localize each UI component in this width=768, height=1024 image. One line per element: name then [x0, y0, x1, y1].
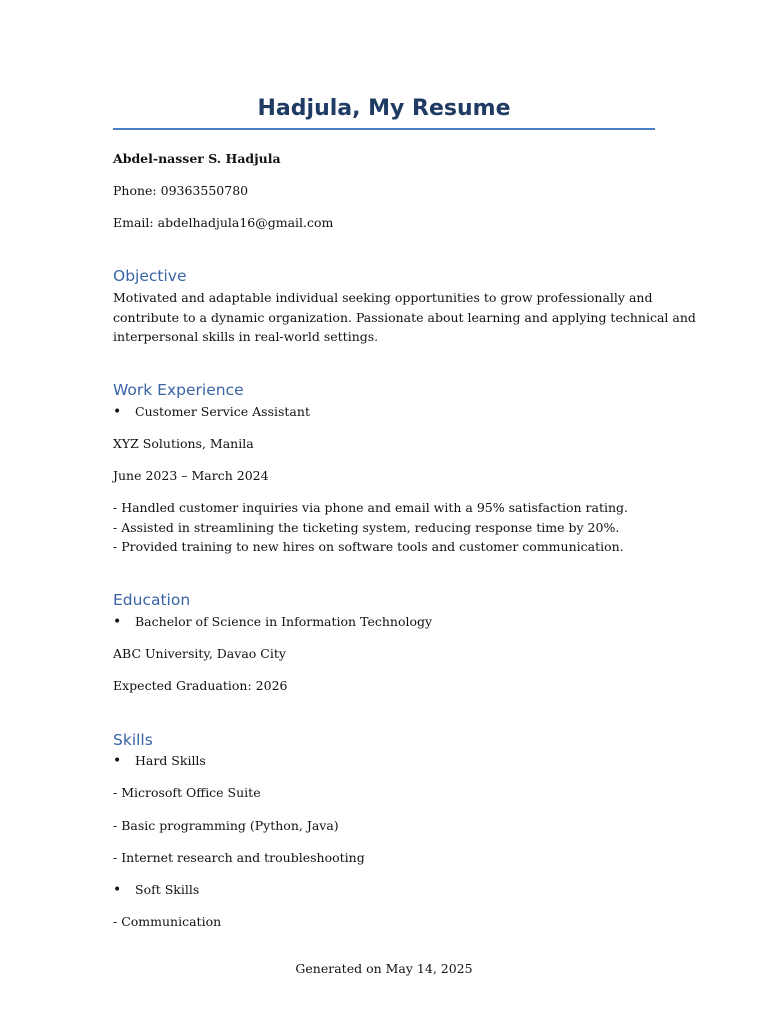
resume-title: Hadjula, My Resume — [257, 96, 511, 121]
education-degree-bullet — [113, 612, 432, 633]
work-position: Customer Service Assistant — [135, 404, 310, 419]
work-duty-1: - Handled customer inquiries via phone and email with a 95% satisfaction rating. — [113, 500, 629, 515]
work-position-bullet — [113, 402, 310, 423]
applicant-name: Abdel-nasser S. Hadjula — [113, 151, 281, 166]
education-graduation: Expected Graduation: 2026 — [113, 678, 288, 693]
objective-line-1: Motivated and adaptable individual seeking opportunities to grow professionally and — [113, 290, 653, 305]
work-dates: June 2023 – March 2024 — [113, 468, 269, 483]
education-degree: Bachelor of Science in Information Technology — [135, 614, 433, 629]
bullet-icon: • — [113, 882, 122, 898]
hard-skill-item: - Internet research and troubleshooting — [113, 850, 365, 865]
bullet-icon: • — [113, 614, 122, 630]
bullet-icon: • — [113, 404, 122, 420]
work-company: XYZ Solutions, Manila — [113, 436, 254, 451]
email-line: Email: abdelhadjula16@gmail.com — [113, 215, 334, 230]
work-duty-3: - Provided training to new hires on software tools and customer communication. — [113, 539, 624, 554]
objective-line-2: contribute to a dynamic organization. Passionate about learning and applying technical and — [113, 310, 696, 325]
education-heading: Education — [113, 591, 191, 609]
soft-skill-item: - Communication — [113, 914, 222, 929]
hard-skills-bullet — [113, 751, 206, 772]
hard-skill-item: - Basic programming (Python, Java) — [113, 818, 339, 833]
generated-footer: Generated on May 14, 2025 — [295, 961, 473, 976]
work-experience-heading: Work Experience — [113, 381, 244, 399]
objective-heading: Objective — [113, 267, 187, 285]
objective-line-3: interpersonal skills in real-world settings. — [113, 329, 379, 344]
hard-skills-label: Hard Skills — [135, 753, 206, 768]
soft-skills-label: Soft Skills — [135, 882, 200, 897]
title-divider — [113, 128, 655, 130]
bullet-icon: • — [113, 753, 122, 769]
skills-heading: Skills — [113, 731, 153, 749]
work-duty-2: - Assisted in streamlining the ticketing system, reducing response time by 20%. — [113, 520, 620, 535]
phone-line: Phone: 09363550780 — [113, 183, 249, 198]
soft-skills-bullet — [113, 880, 199, 901]
education-school: ABC University, Davao City — [113, 646, 286, 661]
hard-skill-item: - Microsoft Office Suite — [113, 785, 261, 800]
